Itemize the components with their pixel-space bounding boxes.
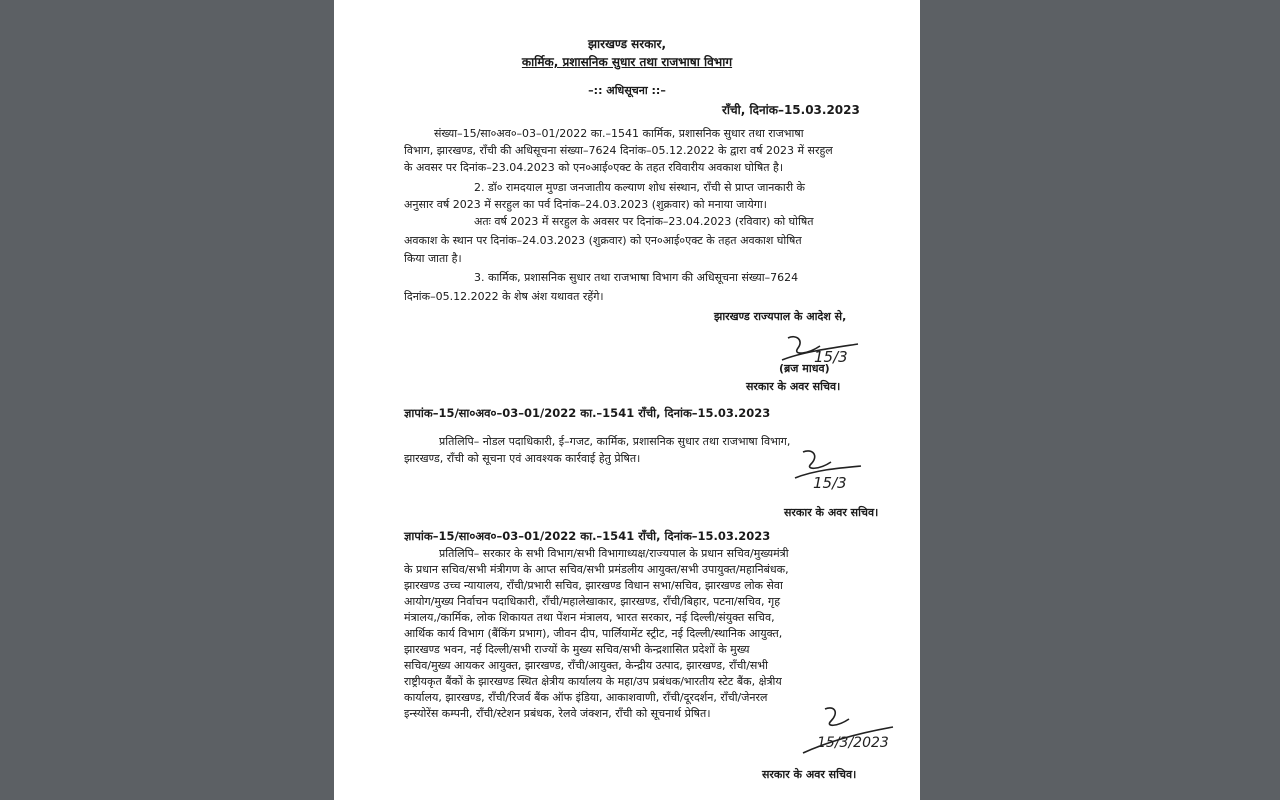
viewer-background-right xyxy=(920,0,1280,800)
body-line-4: 2. डॉ० रामदयाल मुण्डा जनजातीय कल्याण शोध संस्थान, राँची से प्राप्त जानकारी के xyxy=(474,181,805,194)
copy2-line-7: झारखण्ड भवन, नई दिल्ली/सभी राज्यों के मुख्य सचिव/सभी केन्द्रशासित प्रदेशों के मुख्य xyxy=(404,643,750,656)
signature-3-date: 15/3/2023 xyxy=(817,735,889,751)
signature-1-date: 15/3 xyxy=(814,348,848,366)
signer-title-3: सरकार के अवर सचिव। xyxy=(762,768,857,781)
copy2-line-1: प्रतिलिपि– सरकार के सभी विभाग/सभी विभागाध्यक्ष/राज्यपाल के प्रधान सचिव/मुख्यमंत्री xyxy=(439,547,789,560)
department-heading: कार्मिक, प्रशासनिक सुधार तथा राजभाषा विभाग xyxy=(521,55,733,69)
body-line-6: अतः वर्ष 2023 में सरहुल के अवसर पर दिनांक–23.04.2023 (रविवार) को घोषित xyxy=(474,215,814,228)
signer-name: (ब्रज माधव) xyxy=(779,362,830,375)
copy2-line-5: मंत्रालय,/कार्मिक, लोक शिकायत तथा पेंशन मंत्रालय, भारत सरकार, नई दिल्ली/संयुक्त सचिव, xyxy=(404,611,775,624)
notice-title: –:: अधिसूचना ::– xyxy=(588,84,666,97)
copy1-line-2: झारखण्ड, राँची को सूचना एवं आवश्यक कार्रवाई हेतु प्रेषित। xyxy=(404,452,641,465)
document-page xyxy=(334,0,920,800)
copy2-line-6: आर्थिक कार्य विभाग (बैंकिंग प्रभाग), जीवन दीप, पार्लियामेंट स्ट्रीट, नई दिल्ली/स्थानिक आयुक्त, xyxy=(404,627,783,640)
body-line-10: दिनांक–05.12.2022 के शेष अंश यथावत रहेंगे। xyxy=(404,290,604,303)
copy2-line-10: कार्यालय, झारखण्ड, राँची/रिजर्व बैंक ऑफ इंडिया, आकाशवाणी, राँची/दूरदर्शन, राँची/जेनरल xyxy=(404,691,768,704)
copy2-line-3: झारखण्ड उच्च न्यायालय, राँची/प्रभारी सचिव, झारखण्ड विधान सभा/सचिव, झारखण्ड लोक सेवा xyxy=(404,579,783,592)
signature-2-image xyxy=(789,448,869,494)
copy1-line-1: प्रतिलिपि– नोडल पदाधिकारी, ई–गजट, कार्मिक, प्रशासनिक सुधार तथा राजभाषा विभाग, xyxy=(439,435,791,448)
copy1-reference: ज्ञापांक–15/सा०अव०–03–01/2022 का.–1541 राँची, दिनांक–15.03.2023 xyxy=(404,406,771,420)
body-line-3: के अवसर पर दिनांक–23.04.2023 को एन०आई०एक्ट के तहत रविवारीय अवकाश घोषित है। xyxy=(404,161,783,174)
place-date: राँची, दिनांक–15.03.2023 xyxy=(722,103,860,117)
copy2-line-9: राष्ट्रीयकृत बैंकों के झारखण्ड स्थित क्षेत्रीय कार्यालय के महा/उप प्रबंधक/भारतीय स्टेट बैंक, क्षेत्रीय xyxy=(404,675,782,688)
body-line-2: विभाग, झारखण्ड, राँची की अधिसूचना संख्या–7624 दिनांक–05.12.2022 के द्वारा वर्ष 2023 में सरहुल xyxy=(404,144,833,157)
copy2-reference: ज्ञापांक–15/सा०अव०–03–01/2022 का.–1541 राँची, दिनांक–15.03.2023 xyxy=(404,529,771,543)
order-line: झारखण्ड राज्यपाल के आदेश से, xyxy=(714,310,847,323)
viewer-background-left xyxy=(0,0,334,800)
body-line-7: अवकाश के स्थान पर दिनांक–24.03.2023 (शुक्रवार) को एन०आई०एक्ट के तहत अवकाश घोषित xyxy=(404,234,802,247)
signature-2-date: 15/3 xyxy=(813,474,847,492)
government-heading: झारखण्ड सरकार, xyxy=(587,37,666,51)
body-line-5: अनुसार वर्ष 2023 में सरहुल का पर्व दिनांक–24.03.2023 (शुक्रवार) को मनाया जायेगा। xyxy=(404,198,767,211)
body-line-1: संख्या–15/सा०अव०–03–01/2022 का.–1541 कार्मिक, प्रशासनिक सुधार तथा राजभाषा xyxy=(434,127,804,140)
copy2-line-8: सचिव/मुख्य आयकर आयुक्त, झारखण्ड, राँची/आयुक्त, केन्द्रीय उत्पाद, झारखण्ड, राँची/सभी xyxy=(404,659,768,672)
copy2-line-11: इन्स्योरेंस कम्पनी, राँची/स्टेशन प्रबंधक, रेलवे जंक्शन, राँची को सूचनार्थ प्रेषित। xyxy=(404,707,711,720)
signature-3-image xyxy=(799,705,899,757)
copy2-line-4: आयोग/मुख्य निर्वाचन पदाधिकारी, राँची/महालेखाकार, झारखण्ड, राँची/बिहार, पटना/सचिव, गृह xyxy=(404,595,781,608)
body-line-8: किया जाता है। xyxy=(404,252,462,265)
signer-title-2: सरकार के अवर सचिव। xyxy=(784,506,879,519)
body-line-9: 3. कार्मिक, प्रशासनिक सुधार तथा राजभाषा विभाग की अधिसूचना संख्या–7624 xyxy=(474,271,799,284)
copy2-line-2: के प्रधान सचिव/सभी मंत्रीगण के आप्त सचिव/सभी प्रमंडलीय आयुक्त/सभी उपायुक्त/महानिबंधक, xyxy=(404,563,789,576)
signer-title-1: सरकार के अवर सचिव। xyxy=(746,380,841,393)
